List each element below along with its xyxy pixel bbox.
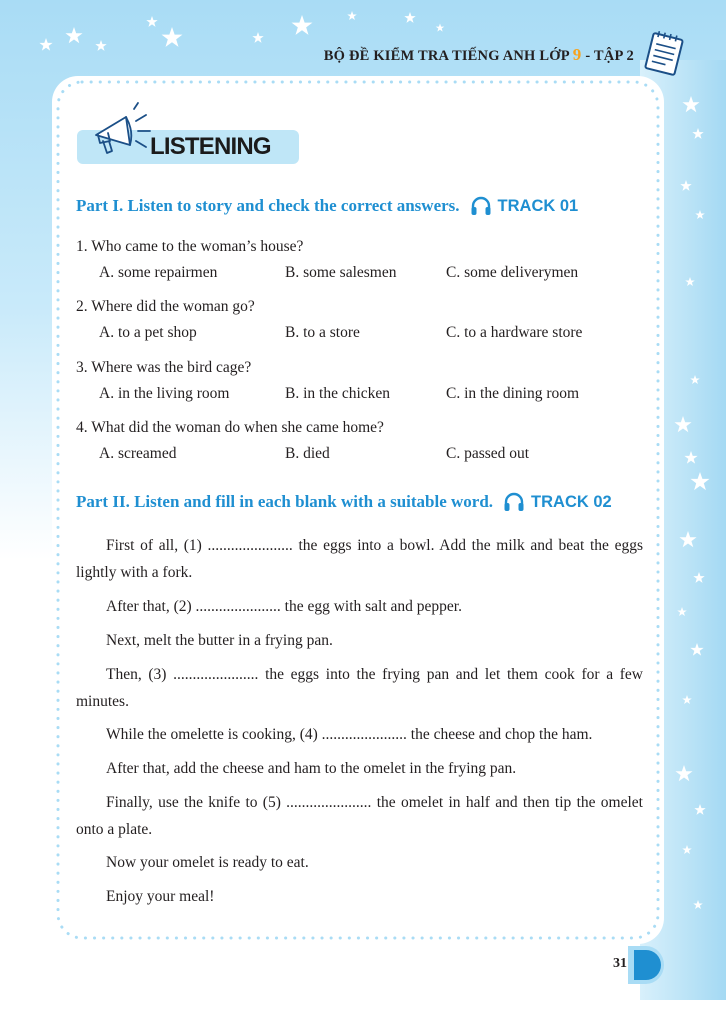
recipe-paragraph-5: While the omelette is cooking, (4) ...................... the cheese and chop the ham. [106, 726, 593, 743]
recipe-paragraph-3: Next, melt the butter in a frying pan. [106, 632, 333, 649]
q4-option-a[interactable]: A. screamed [99, 445, 177, 462]
q4-option-b[interactable]: B. died [285, 445, 330, 462]
recipe-paragraph-8: Now your omelet is ready to eat. [106, 854, 309, 871]
title-prefix: BỘ ĐỀ KIỂM TRA TIẾNG ANH LỚP [323, 48, 569, 64]
track-01-label[interactable] [470, 196, 579, 216]
track-02-label[interactable] [503, 492, 612, 512]
page-number: 31 [613, 956, 627, 971]
q3-option-a[interactable]: A. in the living room [99, 385, 230, 402]
question-1: 1. Who came to the woman’s house? [76, 238, 304, 255]
q1-option-c[interactable]: C. some deliverymen [446, 264, 579, 281]
part2-heading-text: Part II. Listen and fill in each blank with a suitable word. [76, 492, 494, 511]
q3-option-c[interactable]: C. in the dining room [446, 385, 580, 402]
notebook-icon [640, 26, 688, 78]
page-tab [628, 946, 664, 984]
q1-option-a[interactable]: A. some repairmen [99, 264, 218, 281]
recipe-paragraph-9: Enjoy your meal! [106, 888, 215, 905]
question-4: 4. What did the woman do when she came home? [76, 419, 384, 436]
recipe-paragraph-7: Finally, use the knife to (5) ...................... the omelet in half and then tip the omelet onto a plate. [76, 794, 643, 838]
part2-heading [76, 492, 612, 512]
q4-option-c[interactable]: C. passed out [446, 445, 530, 462]
track-01-text: TRACK 01 [497, 196, 579, 215]
recipe-paragraph-1: First of all, (1) ...................... the eggs into a bowl. Add the milk and beat the eggs lightly with a fork. [76, 537, 643, 581]
recipe-paragraph-6: After that, add the cheese and ham to the omelet in the frying pan. [106, 760, 517, 777]
q3-option-b[interactable]: B. in the chicken [285, 385, 391, 402]
q2-option-a[interactable]: A. to a pet shop [99, 324, 197, 341]
headphones-icon [470, 196, 492, 216]
section-title: LISTENING [150, 133, 271, 160]
book-title [324, 45, 634, 65]
part1-heading [76, 196, 578, 216]
question-2: 2. Where did the woman go? [76, 298, 255, 315]
recipe-paragraph-2: After that, (2) ...................... the egg with salt and pepper. [106, 598, 462, 615]
recipe-paragraph-4: Then, (3) ...................... the eggs into the frying pan and let them cook for a few minutes. [76, 666, 643, 710]
grade-number: 9 [572, 45, 582, 64]
title-suffix: - TẬP 2 [585, 48, 634, 64]
q2-option-c[interactable]: C. to a hardware store [446, 324, 583, 341]
question-3: 3. Where was the bird cage? [76, 359, 252, 376]
megaphone-icon [86, 101, 156, 159]
part1-heading-text: Part I. Listen to story and check the correct answers. [76, 196, 460, 215]
track-02-text: TRACK 02 [531, 492, 612, 511]
q1-option-b[interactable]: B. some salesmen [285, 264, 397, 281]
headphones-icon [503, 492, 525, 512]
q2-option-b[interactable]: B. to a store [285, 324, 360, 341]
